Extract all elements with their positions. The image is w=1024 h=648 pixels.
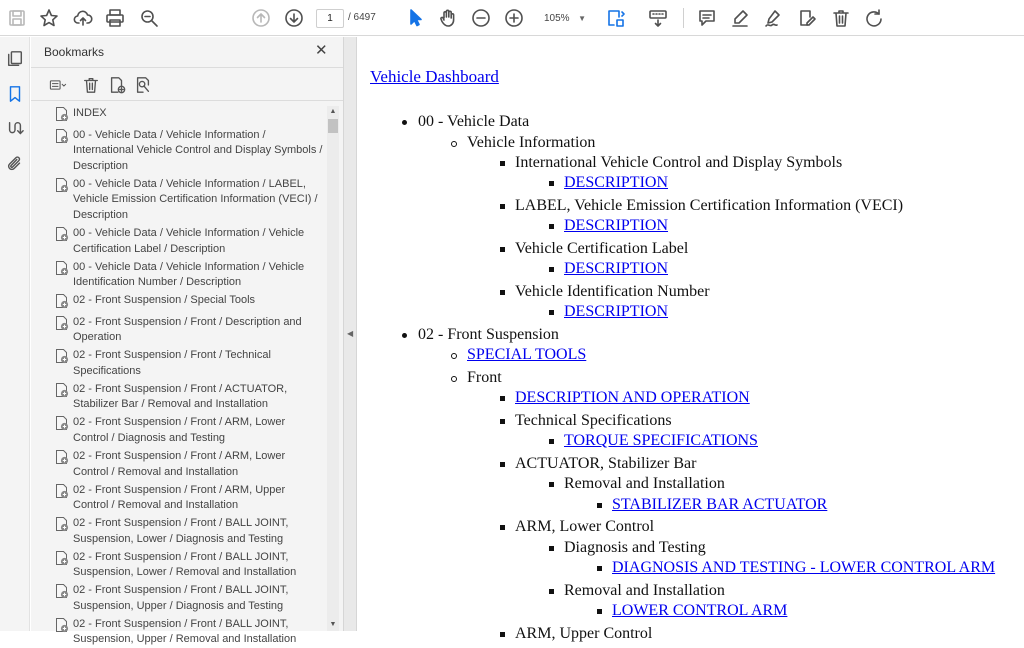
bookmark-label: 02 - Front Suspension / Front / Description and Operation [73, 315, 302, 344]
options-menu-icon[interactable] [43, 74, 73, 96]
highlight-pen-icon[interactable] [728, 6, 752, 30]
bookmark-item[interactable] [31, 583, 327, 614]
close-icon[interactable]: ✕ [315, 42, 328, 59]
outline-heading: Removal and Installation [564, 475, 725, 492]
document-title-link[interactable]: Vehicle Dashboard [370, 67, 499, 86]
outline-heading: Front [467, 369, 502, 386]
panel-title: Bookmarks [44, 45, 105, 59]
bookmark-label: 02 - Front Suspension / Front / ACTUATOR, Stabilizer Bar / Removal and Installation [73, 382, 288, 411]
bookmark-item[interactable] [31, 382, 327, 413]
bookmark-page-icon [55, 349, 69, 364]
outline-heading: Vehicle Identification Number [515, 283, 710, 300]
redo-icon[interactable] [862, 6, 886, 30]
sign-icon[interactable] [761, 6, 785, 30]
page-thumbnails-icon[interactable] [4, 48, 26, 70]
panel-splitter[interactable] [343, 37, 357, 631]
bookmark-label: 02 - Front Suspension / Front / ARM, Upper Control / Removal and Installation [73, 483, 286, 512]
bookmark-item[interactable] [31, 550, 327, 581]
outline-heading: Vehicle Certification Label [515, 240, 689, 257]
bookmarks-panel [31, 37, 343, 646]
bookmark-item[interactable] [31, 415, 327, 446]
bookmark-page-icon [55, 383, 69, 398]
bookmarks-toolbar [31, 67, 343, 101]
outline-heading: Removal and Installation [564, 582, 725, 599]
outline-heading: 00 - Vehicle Data [418, 113, 530, 130]
document-link[interactable]: STABILIZER BAR ACTUATOR [612, 496, 828, 513]
upload-cloud-icon[interactable] [71, 6, 95, 30]
outline-heading: Diagnosis and Testing [564, 539, 706, 556]
bookmark-item[interactable] [31, 177, 327, 224]
add-bookmark-icon[interactable] [106, 74, 128, 96]
bookmark-item[interactable] [31, 106, 327, 122]
bookmark-item[interactable] [31, 617, 327, 648]
page-display-icon[interactable] [604, 6, 628, 30]
document-view[interactable] [358, 37, 1024, 642]
bookmark-item[interactable] [31, 293, 327, 309]
bookmark-page-icon [55, 261, 69, 276]
bookmark-page-icon [55, 107, 69, 122]
select-cursor-icon[interactable] [403, 6, 427, 30]
bookmark-page-icon [55, 484, 69, 499]
bookmark-page-icon [55, 618, 69, 633]
collapse-panel-icon[interactable]: ◀ [347, 329, 354, 338]
find-bookmark-icon[interactable] [132, 74, 154, 96]
bookmark-scrollbar[interactable] [327, 106, 339, 631]
bookmark-page-icon [55, 450, 69, 465]
outline-heading: International Vehicle Control and Display Symbols [515, 154, 843, 171]
outline-heading: ARM, Lower Control [515, 518, 655, 535]
zoom-in-icon[interactable] [502, 6, 526, 30]
document-link[interactable]: TORQUE SPECIFICATIONS [564, 432, 758, 449]
bookmark-label: 02 - Front Suspension / Front / BALL JOINT, Suspension, Upper / Diagnosis and Testing [73, 584, 289, 612]
document-link[interactable]: DIAGNOSIS AND TESTING - LOWER CONTROL ARM [612, 559, 996, 576]
outline-heading: LABEL, Vehicle Emission Certification Information (VECI) [515, 197, 904, 214]
bookmark-label: 02 - Front Suspension / Front / BALL JOINT, Suspension, Upper / Removal and Installation [73, 617, 297, 646]
bookmark-page-icon [55, 551, 69, 566]
scroll-up-icon[interactable]: ▲ [329, 108, 337, 115]
comment-icon[interactable] [695, 6, 719, 30]
document-link[interactable]: DESCRIPTION AND OPERATION [515, 389, 750, 406]
document-link[interactable]: DESCRIPTION [564, 174, 669, 191]
bookmark-label: 02 - Front Suspension / Special Tools [73, 294, 256, 307]
star-icon[interactable] [37, 6, 61, 30]
bookmark-label: 00 - Vehicle Data / Vehicle Information / LABEL, Vehicle Emission Certification Information (VECI) / Description [73, 177, 318, 221]
keyboard-icon[interactable] [646, 6, 670, 30]
trash-icon[interactable] [829, 6, 853, 30]
document-link[interactable]: DESCRIPTION [564, 303, 669, 320]
next-page-icon[interactable] [282, 6, 306, 30]
bookmark-page-icon [55, 178, 69, 193]
bookmark-item[interactable] [31, 226, 327, 257]
scroll-down-icon[interactable]: ▼ [329, 621, 337, 628]
tags-flow-icon[interactable] [4, 118, 26, 140]
outline-heading: ACTUATOR, Stabilizer Bar [515, 455, 697, 472]
toolbar-divider [683, 8, 684, 28]
page-total: / 6497 [348, 12, 376, 23]
bookmark-item[interactable] [31, 348, 327, 379]
zoom-out-icon[interactable] [469, 6, 493, 30]
outline-heading: 02 - Front Suspension [418, 326, 559, 343]
bookmark-item[interactable] [31, 516, 327, 547]
zoom-level-value: 105% [544, 13, 570, 24]
chevron-down-icon: ▼ [578, 14, 586, 23]
bookmark-item[interactable] [31, 449, 327, 480]
edit-stamp-icon[interactable] [795, 6, 819, 30]
document-link[interactable]: SPECIAL TOOLS [467, 346, 587, 363]
zoom-level-select[interactable] [534, 9, 592, 28]
page-number-input[interactable]: 1 [316, 9, 344, 28]
bookmark-page-icon [55, 227, 69, 242]
bookmark-item[interactable] [31, 260, 327, 291]
hand-tool-icon[interactable] [436, 6, 460, 30]
bookmark-page-icon [55, 129, 69, 144]
save-icon[interactable] [5, 6, 29, 30]
bookmark-label: 02 - Front Suspension / Front / ARM, Lower Control / Removal and Installation [73, 450, 286, 478]
bookmark-label: 00 - Vehicle Data / Vehicle Information / International Vehicle Control and Display Symbols / Description [73, 128, 323, 172]
delete-bookmark-icon[interactable] [80, 74, 102, 96]
document-link[interactable]: LOWER CONTROL ARM [612, 602, 788, 619]
previous-page-icon[interactable] [249, 6, 273, 30]
outline-heading: Technical Specifications [515, 412, 672, 429]
document-link[interactable]: DESCRIPTION [564, 260, 669, 277]
bookmark-item[interactable] [31, 483, 327, 514]
bookmark-label: 00 - Vehicle Data / Vehicle Information / Vehicle Identification Number / Description [73, 260, 305, 289]
scroll-thumb[interactable] [328, 119, 338, 133]
bookmark-label: 02 - Front Suspension / Front / ARM, Lower Control / Diagnosis and Testing [73, 416, 286, 445]
bookmark-label: 02 - Front Suspension / Front / BALL JOINT, Suspension, Lower / Diagnosis and Testing [73, 517, 289, 545]
bookmark-label: INDEX [73, 107, 107, 119]
outline-heading: ARM, Upper Control [515, 625, 653, 642]
bookmark-page-icon [55, 517, 69, 532]
bookmark-list [31, 106, 327, 646]
bookmark-page-icon [55, 316, 69, 331]
bookmark-page-icon [55, 584, 69, 599]
bookmark-icon[interactable] [4, 83, 26, 105]
attachment-icon[interactable] [4, 153, 26, 175]
bookmark-label: 00 - Vehicle Data / Vehicle Information / Vehicle Certification Label / Description [73, 226, 305, 255]
bookmark-page-icon [55, 416, 69, 431]
zoom-search-icon[interactable] [137, 6, 161, 30]
toolbar [0, 0, 1024, 36]
navigation-strip [0, 37, 30, 631]
document-link[interactable]: DESCRIPTION [564, 217, 669, 234]
bookmark-item[interactable] [31, 128, 327, 175]
bookmark-page-icon [55, 294, 69, 309]
outline-heading: Vehicle Information [467, 134, 596, 151]
bookmark-label: 02 - Front Suspension / Front / Technical Specifications [73, 349, 271, 377]
bookmark-label: 02 - Front Suspension / Front / BALL JOINT, Suspension, Lower / Removal and Installation [73, 550, 297, 579]
print-icon[interactable] [103, 6, 127, 30]
bookmark-item[interactable] [31, 315, 327, 346]
